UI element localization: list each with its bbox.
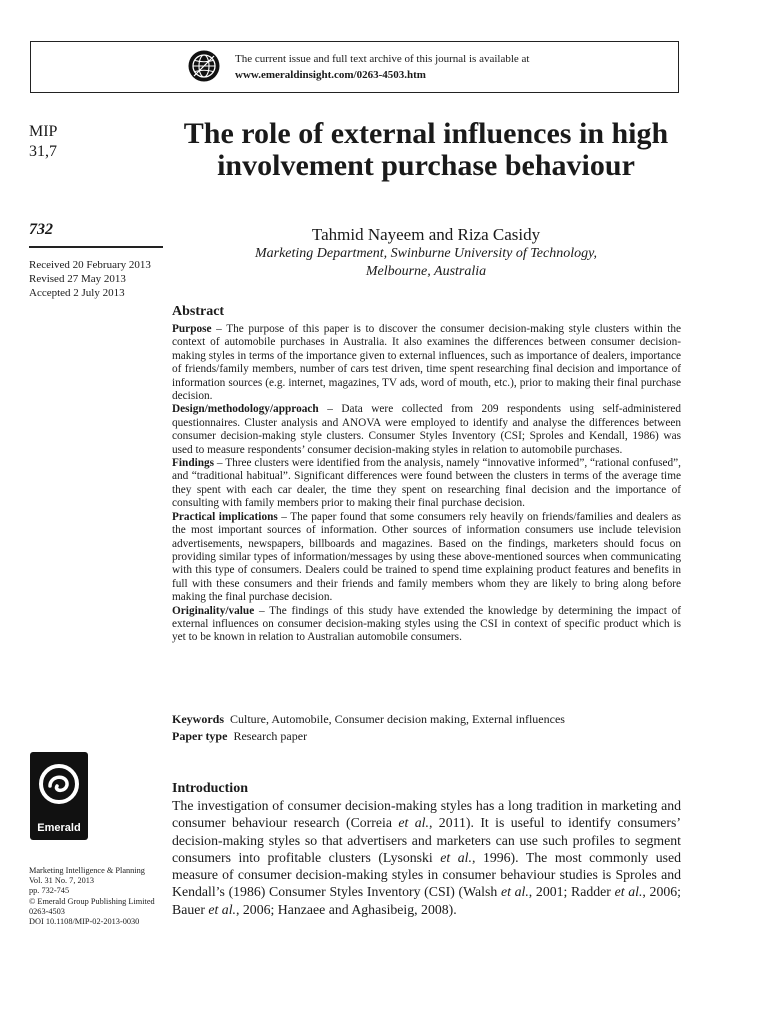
purpose-label: Purpose <box>172 323 212 335</box>
abstract-findings <box>172 457 681 511</box>
header-url-link[interactable]: www.emeraldinsight.com/0263-4503.htm <box>235 69 426 81</box>
citation-volume: Vol. 31 No. 7, 2013 <box>29 876 95 886</box>
affiliation-line-1: Marketing Department, Swinburne University of Technology, <box>254 246 598 261</box>
keywords-line <box>172 712 565 727</box>
originality-label: Originality/value <box>172 604 255 617</box>
abstract-body <box>172 323 681 645</box>
citation-issn: 0263-4503 <box>29 906 65 916</box>
introduction-heading: Introduction <box>172 781 248 796</box>
header-availability-text: The current issue and full text archive of this journal is available at <box>235 53 530 65</box>
received-date: Received 20 February 2013 <box>29 259 151 271</box>
abstract-design <box>172 403 681 457</box>
journal-abbrev: MIP <box>29 123 58 140</box>
paper-type-line <box>172 729 307 744</box>
affiliation <box>172 245 680 281</box>
article-dates <box>29 258 151 300</box>
abstract-purpose <box>172 323 681 403</box>
paper-type-label: Paper type <box>172 729 228 743</box>
article-title: The role of external influences in high involvement purchase behaviour <box>183 117 669 182</box>
keywords-label: Keywords <box>172 712 224 726</box>
design-text: – Data were collected from 209 respondents using self-administered questionnaires. Cluster analysis and ANOVA were employed to identify and analyse the differences between consumer decision-making style clusters. Consumer Styles Inventory (CSI; Sproles and Kendall, 1986) was used to measure respondents’ consumer decision-making styles in relation to automobile purchases. <box>172 403 681 456</box>
findings-text: – Three clusters were identified from the analysis, namely “innovative informed”, “rational confused”, and “traditional habitual”. Significant differences were found between the clusters in terms of the average time they spent with each car dealer, the time they spent on researching final decision and the importance of consulting with family members prior to making their final purchase decision. <box>172 457 681 510</box>
practical-label: Practical implications <box>172 510 278 523</box>
emerald-logo <box>30 752 88 840</box>
citation-block <box>29 866 155 927</box>
page-number: 732 <box>29 221 53 238</box>
globe-icon <box>188 50 220 82</box>
keywords-text: Culture, Automobile, Consumer decision making, External influences <box>230 712 565 726</box>
journal-header-box <box>30 41 679 93</box>
revised-date: Revised 27 May 2013 <box>29 273 126 285</box>
practical-text: – The paper found that some consumers rely heavily on friends/families and dealers as the most important sources of information. Other sources of information consumers use include television advertisements, newspapers, billboards and magazines. Based on the findings, marketers should focus on providing similar types of information/messages by using these above-mentioned sources when communicating with this type of consumers. Dealers could be trained to spend time explaining product features and benefits in full with these consumers and their friends and family members whom they are likely to bring along before making the final purchase decision. <box>172 510 681 604</box>
originality-text: – The findings of this study have extended the knowledge by determining the impact of external influences on consumer decision-making styles using the CSI in context of specific product which is yet to be known in relation to Australian automobile consumers. <box>172 604 681 644</box>
findings-label: Findings <box>172 457 215 470</box>
journal-volume: 31,7 <box>29 143 57 160</box>
emerald-logo-mark-icon <box>30 758 88 818</box>
journal-code <box>29 122 57 162</box>
design-label: Design/methodology/approach <box>172 403 319 416</box>
purpose-text: – The purpose of this paper is to discover the consumer decision-making style clusters within the context of automobile purchases in Australia. It also examines the differences between consumer decision-making styles in terms of the importance given to external influences, such as importance of dealers, importance of friends/family members, number of cars test driven, time spent researching final decision and importance of information sources (e.g. internet, magazines, TV ads, word of mouth, etc.), prior to making their final purchase decision. <box>172 323 681 403</box>
citation-doi: DOI 10.1108/MIP-02-2013-0030 <box>29 917 140 927</box>
margin-rule <box>29 246 163 248</box>
citation-journal: Marketing Intelligence & Planning <box>29 866 145 875</box>
abstract-originality <box>172 605 681 645</box>
authors: Tahmid Nayeem and Riza Casidy <box>311 225 541 244</box>
logo-wordmark: Emerald <box>37 822 81 834</box>
affiliation-line-2: Melbourne, Australia <box>365 264 487 279</box>
paper-type-text: Research paper <box>233 729 308 743</box>
citation-copyright: © Emerald Group Publishing Limited <box>29 896 155 906</box>
citation-pages: pp. 732-745 <box>29 886 70 896</box>
introduction-paragraph: The investigation of consumer decision-making styles has a long tradition in marketing and consumer behaviour research (Correia et al., 2011). It is useful to identify consumers’ decision-making styles so that advertisers and marketers can use such profiles to segment consumers into profitable clusters (Lysonski et al., 1996). The most commonly used measure of consumer decision-making styles in consumer behaviour studies is Sproles and Kendall’s (1986) Consumer Styles Inventory (CSI) (Walsh et al., 2001; Radder et al., 2006; Bauer et al., 2006; Hanzaee and Aghasibeig, 2008). <box>172 798 682 917</box>
abstract-practical <box>172 511 681 605</box>
accepted-date: Accepted 2 July 2013 <box>29 287 125 299</box>
abstract-heading: Abstract <box>172 304 225 319</box>
